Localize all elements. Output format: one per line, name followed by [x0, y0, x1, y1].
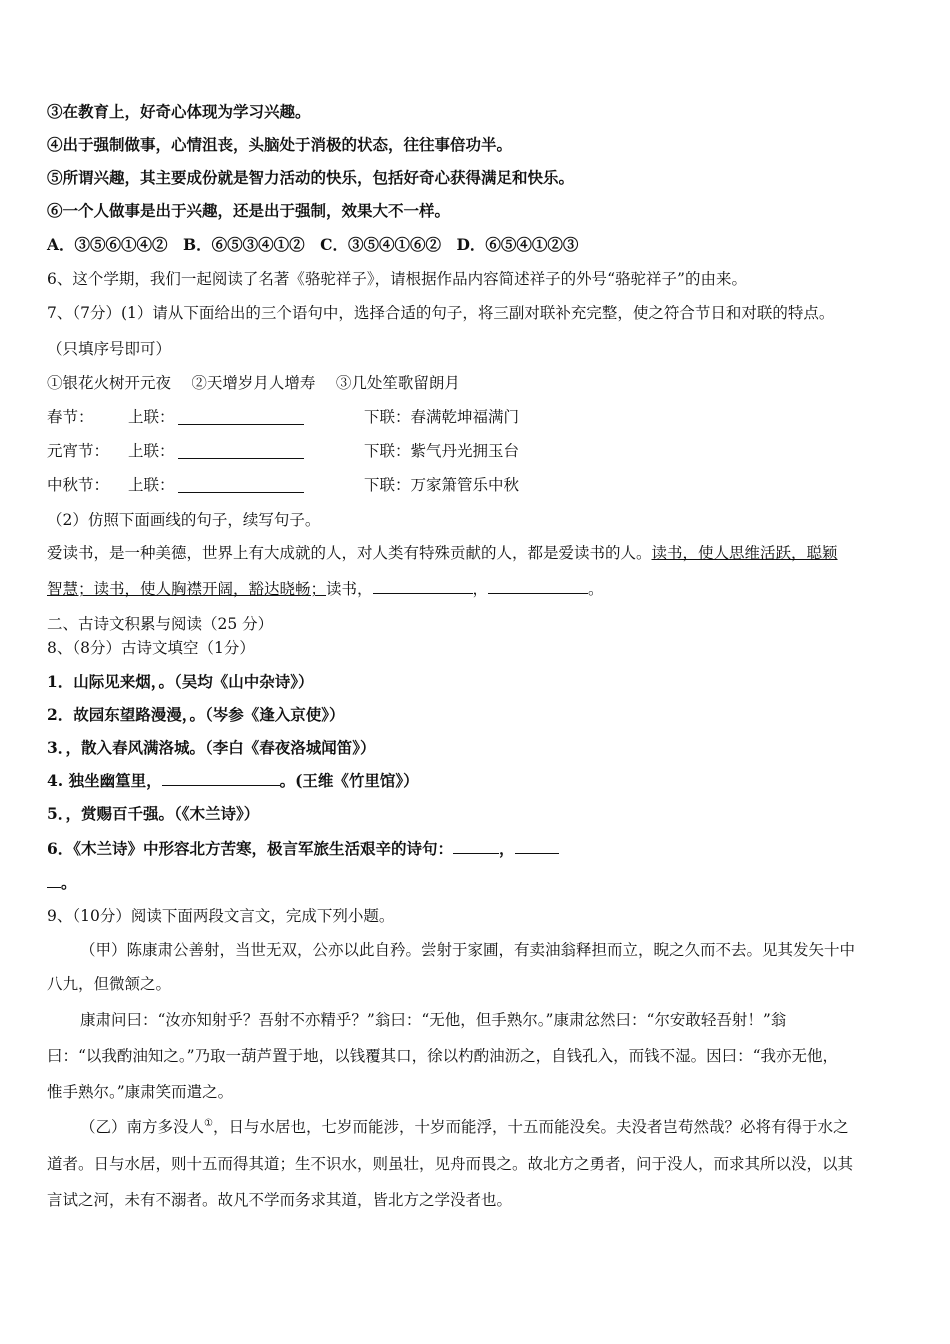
- poem-text: 4. 独坐幽篁里，: [47, 771, 162, 790]
- q7-part2: （2）仿照下面画线的句子，续写句子。: [47, 511, 321, 529]
- q9-stem: 9、（10分）阅读下面两段文言文，完成下列小题。: [47, 907, 395, 925]
- couplet-row-midautumn: [47, 474, 907, 496]
- passage-text: （乙）南方多没人: [80, 1118, 205, 1136]
- paragraph-text: 爱读书，是一种美德，世界上有大成就的人，对人类有特殊贡献的人，都是爱读书的人。: [47, 544, 652, 562]
- q5-item-4: ④出于强制做事，心情沮丧，头脑处于消极的状态，往往事倍功半。: [47, 135, 513, 154]
- festival-label: 春节：: [47, 408, 94, 426]
- q7-paragraph-line2: [47, 578, 604, 600]
- q6-stem: 6、这个学期，我们一起阅读了名著《骆驼祥子》，请根据作品内容简述祥子的外号“骆驼祥子”的由来。: [47, 270, 747, 288]
- continue-blank-2[interactable]: [488, 579, 588, 594]
- period: 。: [588, 580, 604, 598]
- passage-b-line-2: 道者。日与水居，则十五而得其道；生不识水，则虽壮，见舟而畏之。故北方之勇者，问于没人，而求其所以没，以其: [47, 1155, 854, 1173]
- passage-text: ，日与水居也，七岁而能涉，十岁而能浮，十五而能没矣。夫没者岂苟然哉？必将有得于水之: [212, 1118, 849, 1136]
- passage-a-line-2: 八九，但微颔之。: [47, 975, 172, 993]
- lower-line: 下联：春满乾坤福满门: [364, 408, 520, 426]
- q8-stem: 8、（8分）古诗文填空（1分）: [47, 639, 255, 657]
- separator: ，: [472, 580, 489, 598]
- underlined-sentence: 智慧；读书，使人胸襟开阔，豁达晓畅；: [47, 580, 327, 598]
- footnote-marker: ①: [204, 1117, 213, 1129]
- q7-paragraph-line1: [47, 542, 838, 564]
- festival-label: 中秋节：: [47, 476, 110, 494]
- q8-line-1: 1．山际见来烟，。（吴均《山中杂诗》）: [47, 672, 314, 691]
- couplet-row-spring: [47, 406, 907, 428]
- paragraph-text: 读书，: [326, 580, 373, 598]
- section-2-heading: 二、古诗文积累与阅读（25 分）: [47, 615, 274, 633]
- passage-a-line-5: 惟手熟尔。”康肃笑而遣之。: [47, 1083, 234, 1101]
- upper-blank[interactable]: [178, 410, 304, 425]
- underlined-sentence: 读书，使人思维活跃，聪颖: [651, 544, 838, 562]
- poem-blank-2-cont[interactable]: [47, 873, 61, 888]
- passage-a-line-4: 曰：“以我酌油知之。”乃取一葫芦置于地，以钱覆其口，徐以杓酌油沥之，自钱孔入，而钱不湿。因曰：“我亦无他，: [47, 1047, 839, 1065]
- q8-line-4: [47, 770, 419, 792]
- couplet-row-lantern: [47, 440, 907, 462]
- festival-label: 元宵节：: [47, 442, 110, 460]
- q8-line-6: [47, 838, 559, 860]
- q8-line-6-cont: [47, 872, 77, 894]
- q5-item-5: ⑤所谓兴趣，其主要成份就是智力活动的快乐，包括好奇心获得满足和快乐。: [47, 168, 575, 187]
- passage-b-line-1: [80, 1116, 849, 1138]
- q8-line-2: 2．故园东望路漫漫，。（岑参《逢入京使》）: [47, 705, 345, 724]
- q5-item-6: ⑥一个人做事是出于兴趣，还是出于强制，效果大不一样。: [47, 201, 451, 220]
- poem-blank-2[interactable]: [515, 839, 559, 854]
- q8-line-5: 5．，赏赐百千强。（《木兰诗》）: [47, 804, 260, 823]
- q7-choices: ①银花火树开元夜 ②天增岁月人增寿 ③几处笙歌留朗月: [47, 374, 460, 392]
- upper-blank[interactable]: [178, 444, 304, 459]
- upper-label: 上联：: [128, 408, 175, 426]
- poem-blank[interactable]: [162, 771, 280, 786]
- lower-line: 下联：紫气丹光拥玉台: [364, 442, 520, 460]
- upper-label: 上联：: [128, 476, 175, 494]
- upper-label: 上联：: [128, 442, 175, 460]
- poem-source: 。(王维《竹里馆》）: [279, 771, 419, 790]
- poem-blank-1[interactable]: [453, 839, 499, 854]
- passage-b-line-3: 言试之河，未有不溺者。故凡不学而务求其道，皆北方之学没者也。: [47, 1191, 513, 1209]
- period: 。: [61, 873, 77, 892]
- passage-a-line-3: 康肃问曰：“汝亦知射乎？吾射不亦精乎？”翁曰：“无他，但手熟尔。”康肃忿然曰：“尔安敢轻吾射！”翁: [80, 1011, 787, 1029]
- q5-item-3: ③在教育上，好奇心体现为学习兴趣。: [47, 102, 311, 121]
- lower-line: 下联：万家箫管乐中秋: [364, 476, 520, 494]
- q7-stem: 7、（7分）(1）请从下面给出的三个语句中，选择合适的句子，将三副对联补充完整，使之符合节日和对联的特点。: [47, 304, 835, 322]
- separator: ，: [499, 839, 515, 858]
- continue-blank-1[interactable]: [373, 579, 473, 594]
- q8-line-3: 3．，散入春风满洛城。（李白《春夜洛城闻笛》）: [47, 738, 376, 757]
- q7-note: （只填序号即可）: [47, 340, 172, 358]
- poem-text: 6．《木兰诗》中形容北方苦寒，极言军旅生活艰辛的诗句：: [47, 839, 454, 858]
- upper-blank[interactable]: [178, 478, 304, 493]
- passage-a-line-1: （甲）陈康肃公善射，当世无双，公亦以此自矜。尝射于家圃，有卖油翁释担而立，睨之久而不去。见其发矢十中: [80, 941, 856, 959]
- q5-options: A．③⑤⑥①④② B．⑥⑤③④①② C．③⑤④①⑥② D．⑥⑤④①②③: [47, 235, 579, 254]
